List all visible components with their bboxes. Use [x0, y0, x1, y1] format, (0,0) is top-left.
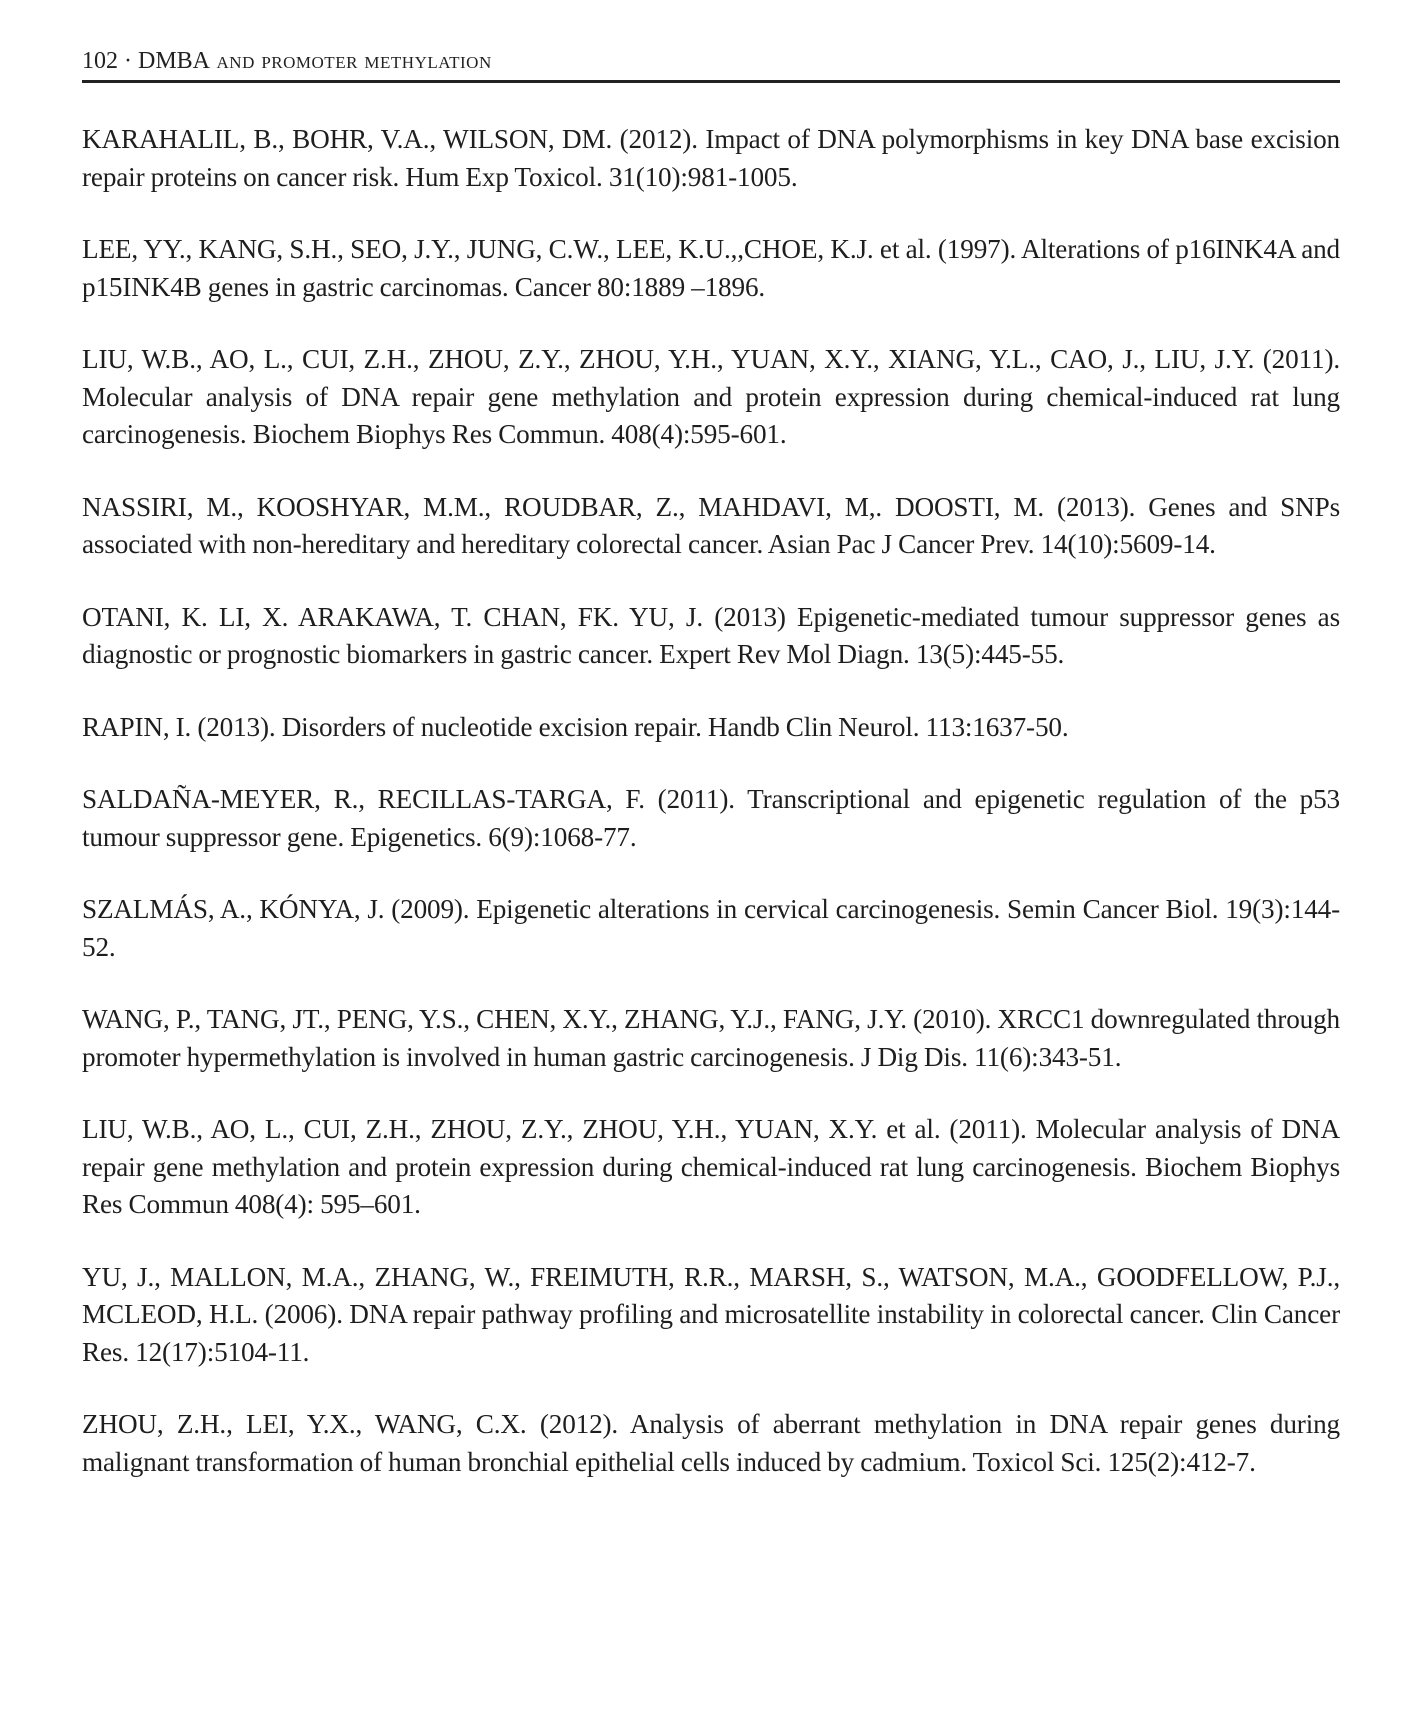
- reference-item: KARAHALIL, B., BOHR, V.A., WILSON, DM. (2012). Impact of DNA polymorphisms in key DNA base excision repair proteins on cancer risk. Hum Exp Toxicol. 31(10):981-1005.: [82, 124, 1340, 192]
- reference-item: ZHOU, Z.H., LEI, Y.X., WANG, C.X. (2012). Analysis of aberrant methylation in DNA repair genes during malignant transformation of human bronchial epithelial cells induced by cadmium. Toxicol Sci. 125(2):412-7.: [82, 1409, 1340, 1477]
- reference-list: [82, 121, 1340, 1516]
- header-separator: ·: [118, 48, 138, 74]
- page-number: 102: [82, 48, 118, 74]
- reference-item: LIU, W.B., AO, L., CUI, Z.H., ZHOU, Z.Y., ZHOU, Y.H., YUAN, X.Y. et al. (2011). Molecular analysis of DNA repair gene methylation and protein expression during chemical-induced rat lung carcinogenesis. Biochem Biophys Res Commun 408(4): 595–601.: [82, 1114, 1340, 1219]
- running-header: [82, 46, 1340, 76]
- reference-item: RAPIN, I. (2013). Disorders of nucleotide excision repair. Handb Clin Neurol. 113:1637-50.: [82, 711, 1069, 742]
- header-title-acronym: DMBA: [138, 48, 211, 74]
- reference-item: LEE, YY., KANG, S.H., SEO, J.Y., JUNG, C.W., LEE, K.U.,,CHOE, K.J. et al. (1997). Alterations of p16INK4A and p15INK4B genes in gastric carcinomas. Cancer 80:1889 –1896.: [82, 234, 1340, 302]
- reference-item: NASSIRI, M., KOOSHYAR, M.M., ROUDBAR, Z., MAHDAVI, M,. DOOSTI, M. (2013). Genes and SNPs associated with non-hereditary and hereditary colorectal cancer. Asian Pac J Cancer Prev. 14(10):5609-14.: [82, 491, 1340, 559]
- reference-item: SALDAÑA-MEYER, R., RECILLAS-TARGA, F. (2011). Transcriptional and epigenetic regulation of the p53 tumour suppressor gene. Epigenetics. 6(9):1068-77.: [82, 784, 1340, 852]
- reference-item: OTANI, K. LI, X. ARAKAWA, T. CHAN, FK. YU, J. (2013) Epigenetic-mediated tumour suppressor genes as diagnostic or prognostic biomarkers in gastric cancer. Expert Rev Mol Diagn. 13(5):445-55.: [82, 601, 1340, 669]
- header-divider: [82, 80, 1340, 83]
- reference-item: YU, J., MALLON, M.A., ZHANG, W., FREIMUTH, R.R., MARSH, S., WATSON, M.A., GOODFELLOW, P.J., MCLEOD, H.L. (2006). DNA repair pathway profiling and microsatellite instability in colorectal cancer. Clin Cancer Res. 12(17):5104-11.: [82, 1261, 1340, 1367]
- reference-item: SZALMÁS, A., KÓNYA, J. (2009). Epigenetic alterations in cervical carcinogenesis. Semin Cancer Biol. 19(3):144-52.: [82, 894, 1340, 962]
- reference-item: LIU, W.B., AO, L., CUI, Z.H., ZHOU, Z.Y., ZHOU, Y.H., YUAN, X.Y., XIANG, Y.L., CAO, J., LIU, J.Y. (2011). Molecular analysis of DNA repair gene methylation and protein expression during chemical-induced rat lung carcinogenesis. Biochem Biophys Res Commun. 408(4):595-601.: [82, 344, 1340, 449]
- header-title-rest: and promoter methylation: [210, 48, 492, 74]
- reference-item: WANG, P., TANG, JT., PENG, Y.S., CHEN, X.Y., ZHANG, Y.J., FANG, J.Y. (2010). XRCC1 downregulated through promoter hypermethylation is involved in human gastric carcinogenesis. J Dig Dis. 11(6):343-51.: [82, 1004, 1340, 1072]
